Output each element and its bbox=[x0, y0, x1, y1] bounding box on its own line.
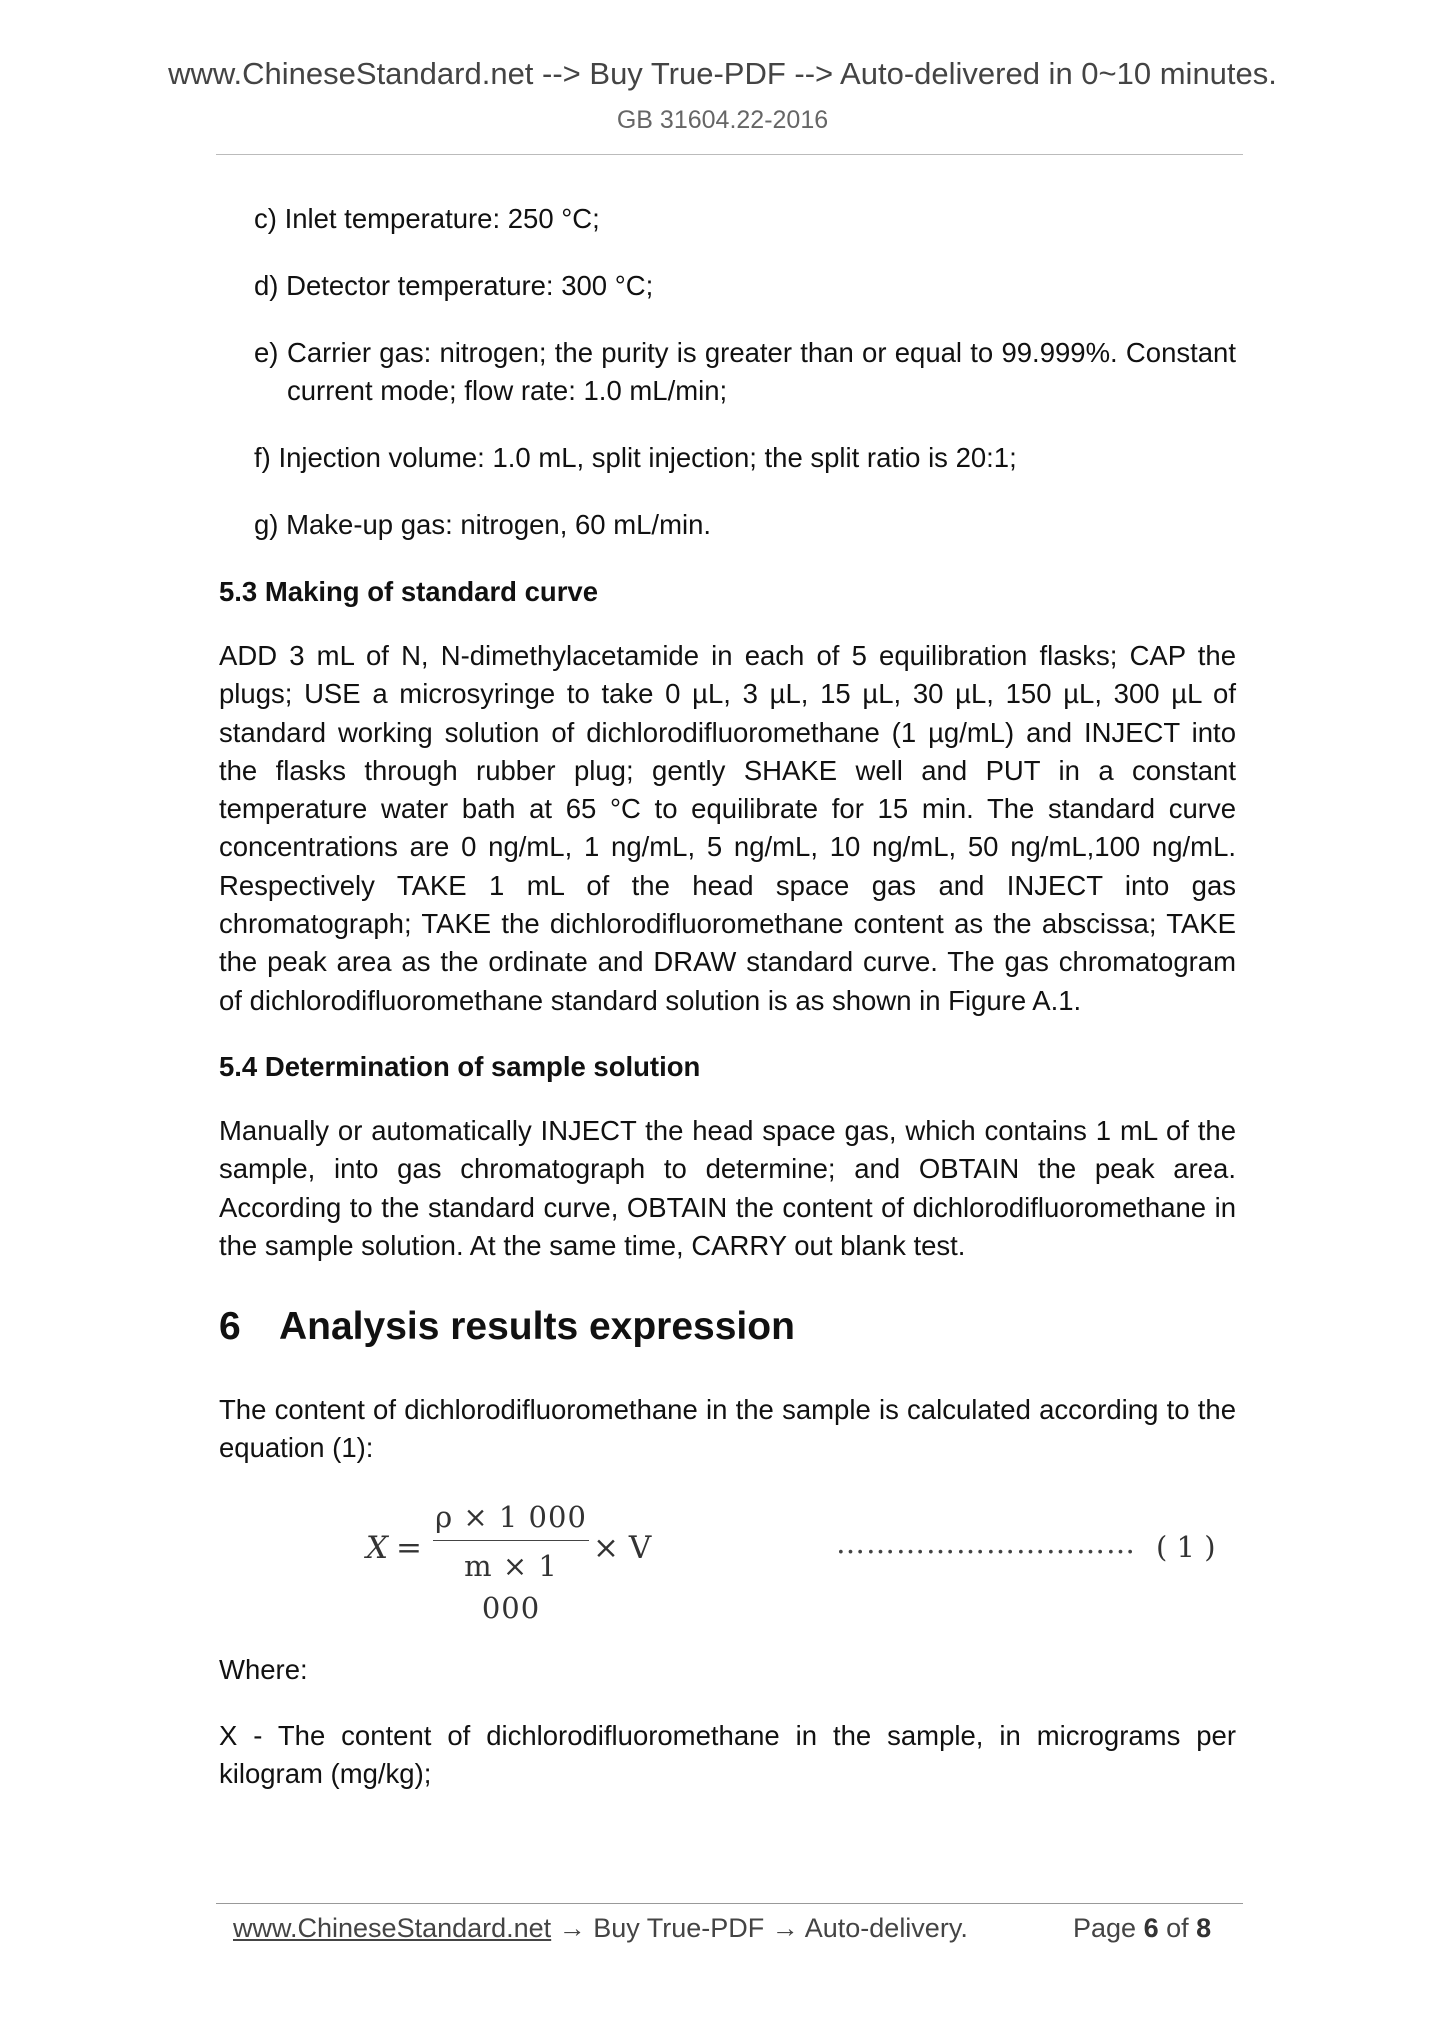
section-5-3-body: ADD 3 mL of N, N-dimethylacetamide in each of 5 equilibration flasks; CAP the plugs; USE a microsyringe to take 0 µL, 3 µL, 15 µL, 30 µL, 150 µL, 300 µL of standard working solution of dichlorodifluoromethane (1 µg/mL) and INJECT into the flasks through rubber plug; gently SHAKE well and PUT in a constant temperature water bath at 65 °C to equilibrate for 15 min. The standard curve concentrations are 0 ng/mL, 1 ng/mL, 5 ng/mL, 10 ng/mL, 50 ng/mL,100 ng/mL. Respectively TAKE 1 mL of the head space gas and INJECT into gas chromatograph; TAKE the dichlorodifluoromethane content as the abscissa; TAKE the peak area as the ordinate and DRAW standard curve. The gas chromatogram of dichlorodifluoromethane standard solution is as shown in Figure A.1. bbox=[219, 640, 1236, 1016]
footer-site-link[interactable]: www.ChineseStandard.net bbox=[233, 1913, 552, 1943]
footer-divider bbox=[216, 1903, 1243, 1904]
header-divider bbox=[216, 154, 1243, 155]
document-body bbox=[219, 200, 1236, 1822]
condition-label: f) bbox=[254, 442, 271, 473]
section-title: Analysis results expression bbox=[279, 1305, 795, 1349]
condition-text: Make-up gas: nitrogen, 60 mL/min. bbox=[286, 509, 712, 540]
condition-item-d bbox=[254, 267, 1236, 305]
equation-number: ( 1 ) bbox=[1156, 1529, 1216, 1564]
equation-denominator: m × 1 000 bbox=[464, 1548, 558, 1625]
section-5-3-title: 5.3 Making of standard curve bbox=[219, 576, 598, 607]
footer-promo bbox=[233, 1910, 968, 1946]
section-number: 6 bbox=[219, 1305, 241, 1349]
condition-item-g bbox=[254, 506, 1236, 544]
condition-label: d) bbox=[254, 270, 279, 301]
page-of: of bbox=[1166, 1913, 1189, 1943]
equation-formula bbox=[366, 1496, 746, 1625]
equation-1 bbox=[219, 1496, 1236, 1625]
equation-equals: = bbox=[396, 1529, 422, 1566]
section-6-intro: The content of dichlorodifluoromethane in the sample is calculated according to the equation (1): bbox=[219, 1394, 1236, 1464]
page-word: Page bbox=[1073, 1913, 1137, 1943]
fraction-bar bbox=[433, 1540, 589, 1541]
condition-label: e) bbox=[254, 337, 279, 368]
header-banner: www.ChineseStandard.net --> Buy True-PDF --> Auto-delivered in 0~10 minutes. bbox=[168, 56, 1277, 91]
condition-text: Detector temperature: 300 °C; bbox=[286, 270, 654, 301]
condition-item-c bbox=[254, 200, 1236, 238]
where-label: Where: bbox=[219, 1653, 308, 1685]
condition-item-f bbox=[254, 439, 1236, 477]
section-5-4-title: 5.4 Determination of sample solution bbox=[219, 1050, 701, 1082]
condition-text: Injection volume: 1.0 mL, split injection; the split ratio is 20:1; bbox=[278, 442, 1017, 473]
condition-label: g) bbox=[254, 509, 279, 540]
section-5-4-body: Manually or automatically INJECT the head space gas, which contains 1 mL of the sample, into gas chromatograph to determine; and OBTAIN the peak area. According to the standard curve, OBTAIN the content of dichlorodifluoromethane in the sample solution. At the same time, CARRY out blank test. bbox=[219, 1114, 1236, 1261]
equation-leader-dots: ………………………… bbox=[836, 1525, 1136, 1560]
equation-tail: × V bbox=[593, 1529, 652, 1566]
equation-numerator: ρ × 1 000 bbox=[435, 1499, 587, 1534]
footer-links-text: → Buy True-PDF → Auto-delivery. bbox=[551, 1913, 968, 1943]
page-total: 8 bbox=[1196, 1913, 1212, 1943]
condition-label: c) bbox=[254, 203, 277, 234]
page-number bbox=[1073, 1910, 1211, 1946]
equation-fraction bbox=[431, 1496, 591, 1625]
condition-item-e bbox=[254, 334, 1236, 410]
page-current: 6 bbox=[1143, 1913, 1159, 1943]
condition-text: Inlet temperature: 250 °C; bbox=[284, 203, 600, 234]
equation-lhs: X bbox=[366, 1529, 389, 1566]
variable-definition-x: X - The content of dichlorodifluoromethane in the sample, in micrograms per kilogram (mg/kg); bbox=[219, 1720, 1236, 1790]
section-6-heading bbox=[219, 1303, 1236, 1351]
condition-text: Carrier gas: nitrogen; the purity is greater than or equal to 99.999%. Constant current mode; flow rate: 1.0 mL/min; bbox=[287, 337, 1236, 406]
standard-id: GB 31604.22-2016 bbox=[616, 106, 829, 134]
